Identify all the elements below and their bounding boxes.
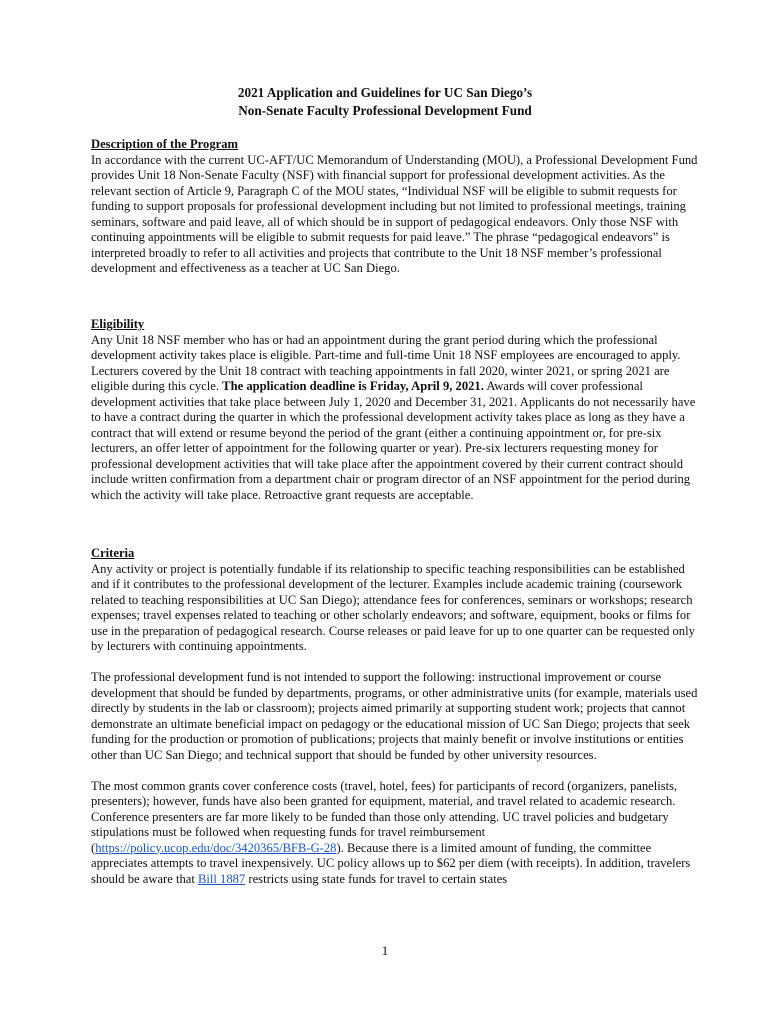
criteria-paragraph-3	[91, 779, 705, 888]
title-line-1: 2021 Application and Guidelines for UC San Diego’s	[237, 85, 533, 100]
page-number: 1	[381, 943, 389, 958]
eligibility-body	[91, 333, 705, 504]
description-heading: Description of the Program	[91, 137, 239, 151]
criteria-paragraph-2: The professional development fund is not intended to support the following: instructional improvement or course development that should be funded by departments, programs, or other administrative units (for example, materials used directly by students in the lab or classroom); projects aimed primarily at supporting student work; projects that cannot demonstrate an ultimate beneficial impact on pedagogy or the educational mission of UC San Diego; projects that seek funding for the production or promotion of publications; projects that mainly benefit or involve institutions or entities other than UC San Diego; and technical support that should be funded by other university resources.	[91, 670, 698, 762]
title-line-2: Non-Senate Faculty Professional Development Fund	[238, 103, 532, 118]
criteria-paragraph-1: Any activity or project is potentially fundable if its relationship to specific teaching responsibilities can be established and if it contributes to the professional development of the lecturer. Examples include academic training (coursework related to teaching responsibilities at UC San Diego); attendance fees for conferences, seminars or workshops; research expenses; travel expenses related to teaching or other scholarly endeavors; and software, equipment, books or films for use in the preparation of pedagogical research. Course releases or paid leave for up to one quarter can be requested only by lecturers with continuing appointments.	[91, 561, 695, 653]
eligibility-heading: Eligibility	[91, 317, 145, 331]
bill-1887-link[interactable]: Bill 1887	[198, 871, 246, 886]
description-section	[91, 137, 705, 277]
eligibility-text-before: Any Unit 18 NSF member who has or had an appointment during the grant period during which the professional development activity takes place is eligible. Part-time and full-time Unit 18 NSF employees are encouraged to apply. Lecturers covered by the Unit 18 contract with teaching appointments in fall 2020, winter 2021, or spring 2021 are eligible during this cycle.	[91, 332, 681, 393]
application-deadline: The application deadline is Friday, April 9, 2021.	[222, 379, 484, 393]
description-body: In accordance with the current UC-AFT/UC Memorandum of Understanding (MOU), a Professional Development Fund provides Unit 18 Non-Senate Faculty (NSF) with financial support for professional development activities. As the relevant section of Article 9, Paragraph C of the MOU states, “Individual NSF will be eligible to submit requests for funding to support proposals for professional development including but not limited to professional meetings, training seminars, software and paid leave, all of which should be in support of pedagogical endeavors. Only those NSF with continuing appointments will be eligible to submit requests for paid leave.” The phrase “pedagogical endeavors” is interpreted broadly to refer to all activities and projects that contribute to the Unit 18 NSF member’s professional development and effectiveness as a teacher at UC San Diego.	[91, 152, 698, 275]
criteria-paragraph-3-part-1: The most common grants cover conference costs (travel, hotel, fees) for participants of record (organizers, panelists, presenters); however, funds have also been granted for equipment, material, and travel related to academic research. Conference presenters are far more likely to be funded than those only attending. UC travel policies and budgetary stipulations must be followed when requesting funds for travel reimbursement (	[91, 778, 678, 855]
criteria-section	[91, 546, 705, 887]
criteria-heading: Criteria	[91, 546, 135, 560]
document-title	[0, 84, 770, 120]
eligibility-section	[91, 317, 705, 503]
travel-policy-link[interactable]: https://policy.ucop.edu/doc/3420365/BFB-G-28	[95, 840, 337, 855]
criteria-paragraph-3-part-3: restricts using state funds for travel to certain states	[245, 871, 508, 886]
criteria-paragraph-3-part-2: ). Because there is a limited amount of funding, the committee appreciates attempts to travel inexpensively. UC policy allows up to $62 per diem (with receipts). In addition, travelers should be aware that	[91, 840, 691, 886]
eligibility-text-after: Awards will cover professional development activities that take place between July 1, 2020 and December 31, 2021. Applicants do not necessarily have to have a contract during the quarter in which the professional development activity takes place as long as they have a contract that will extend or resume beyond the period of the grant (either a continuing appointment or, for pre-six lecturers, an offer letter of appointment for the following quarter or year). Pre-six lecturers requesting money for professional development activities that will take place after the appointment covered by their current contract should include written confirmation from a department chair or program director of an NSF appointment for the period during which the activity will take place. Retroactive grant requests are acceptable.	[91, 379, 696, 502]
